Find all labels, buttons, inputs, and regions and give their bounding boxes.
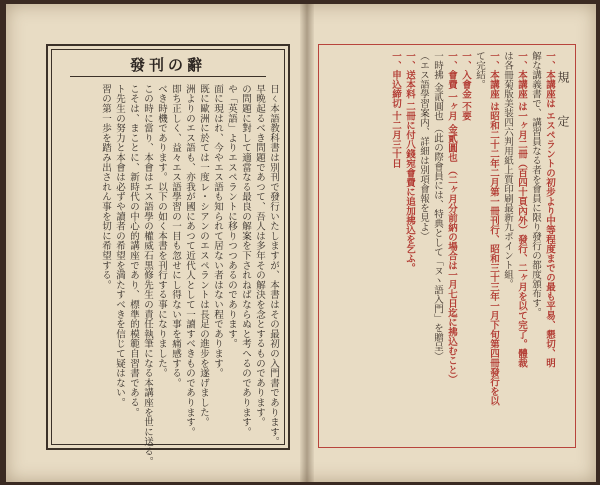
text-column: ト先生の努力と本會は必ずや讀者の希望を満たすべきを信じて疑はない。 (114, 84, 125, 408)
book-gutter (300, 4, 314, 482)
rule-column: 一、本講座 は一ヶ月二冊（百四十頁內外）發行、二ヶ月を以て完了。體裁 (516, 51, 527, 368)
text-column: 既に歐洲に於ては一度レ・シアンのエスペラントは長足の進步を遂げました。 (198, 84, 209, 427)
right-page-frame (318, 44, 576, 448)
rule-column: 一、送本料 二冊に付八錢宛會費に追加拂込を乞ふ。 (404, 51, 415, 273)
page-title: 發刊の辭 (129, 56, 206, 74)
rule-column: て完結。 (474, 51, 485, 89)
text-column: この時に當り、本會はエス語學の權威石黒修先生の責任執筆になる本講座を世に送る。 (142, 84, 153, 467)
rule-column: 一、申込締切 十二月三十日 (390, 51, 401, 169)
text-column: べき時機であります。以下の如く本書を刊行する事になりました。 (156, 84, 167, 378)
rule-column: 一、本講座 は昭和二十二年二月第一冊刊行、昭和三十三年一月下旬第四冊發行を以 (488, 51, 499, 406)
rule-column: 解な講義書で、講習員なる者を會員に限り發行の都度頒布す。 (530, 51, 541, 317)
right-text-columns (325, 51, 569, 441)
book-spread (6, 4, 596, 482)
rule-column: は各冊菊版美装四六判用紙上質印刷最新九ポイント組。 (502, 51, 513, 289)
rule-column: （エス語學習案内、詳細は別項會報を見よ） (418, 51, 429, 241)
text-column: や「英語」よりエスペラントに移りつつあるのであります。 (226, 84, 237, 349)
text-column: 日ㄑ本語教科書は別刊で發行いたしますが、本書はその最初の入門書であります。 (268, 84, 279, 447)
left-page-frame (46, 44, 290, 467)
text-column: の問題に對して適當なる最良の解案を下されねばならぬと考へるのであります。 (240, 84, 251, 437)
rule-column: 一、本講座は エスペラントの初步より中等程度までの最も平易、懇切、明 (544, 51, 555, 368)
text-column: 面に現はれ、今やエス語も知られて居ない者はない程であります。 (212, 84, 223, 378)
text-column: 早晩起るべき問題であつて、吾人は多年その解決を念とするものであります。 (254, 84, 265, 427)
text-column: こそは、まことに、新時代の中心的講座であり、標準的模範自習書である。 (128, 84, 139, 418)
rules-heading: 規 定 (556, 71, 570, 137)
text-column: 即ち正しく、益々エス語學習の一目も忽せにし得ない事を痛感する。 (170, 84, 181, 388)
rule-column: 一、會費 一ヶ月 金貳圓也 （二ヶ月分前納の場合は一月七日迄に拂込むこと） (446, 51, 457, 384)
rule-column: 一、入會金 不要 (460, 51, 471, 121)
text-column: 習の第一歩を踏み出されん事を切に希望する。 (100, 84, 111, 290)
rule-column: 一時拂 金貳圓也 （此の際會員には、特典として「ヌヽ語入門」を贈呈） (432, 51, 443, 362)
title-rule (70, 76, 266, 77)
left-text-columns (56, 84, 280, 467)
text-column: 洲よりのエス語も、亦我が國にあつて近代人として一讀すべきものであります。 (184, 84, 195, 437)
